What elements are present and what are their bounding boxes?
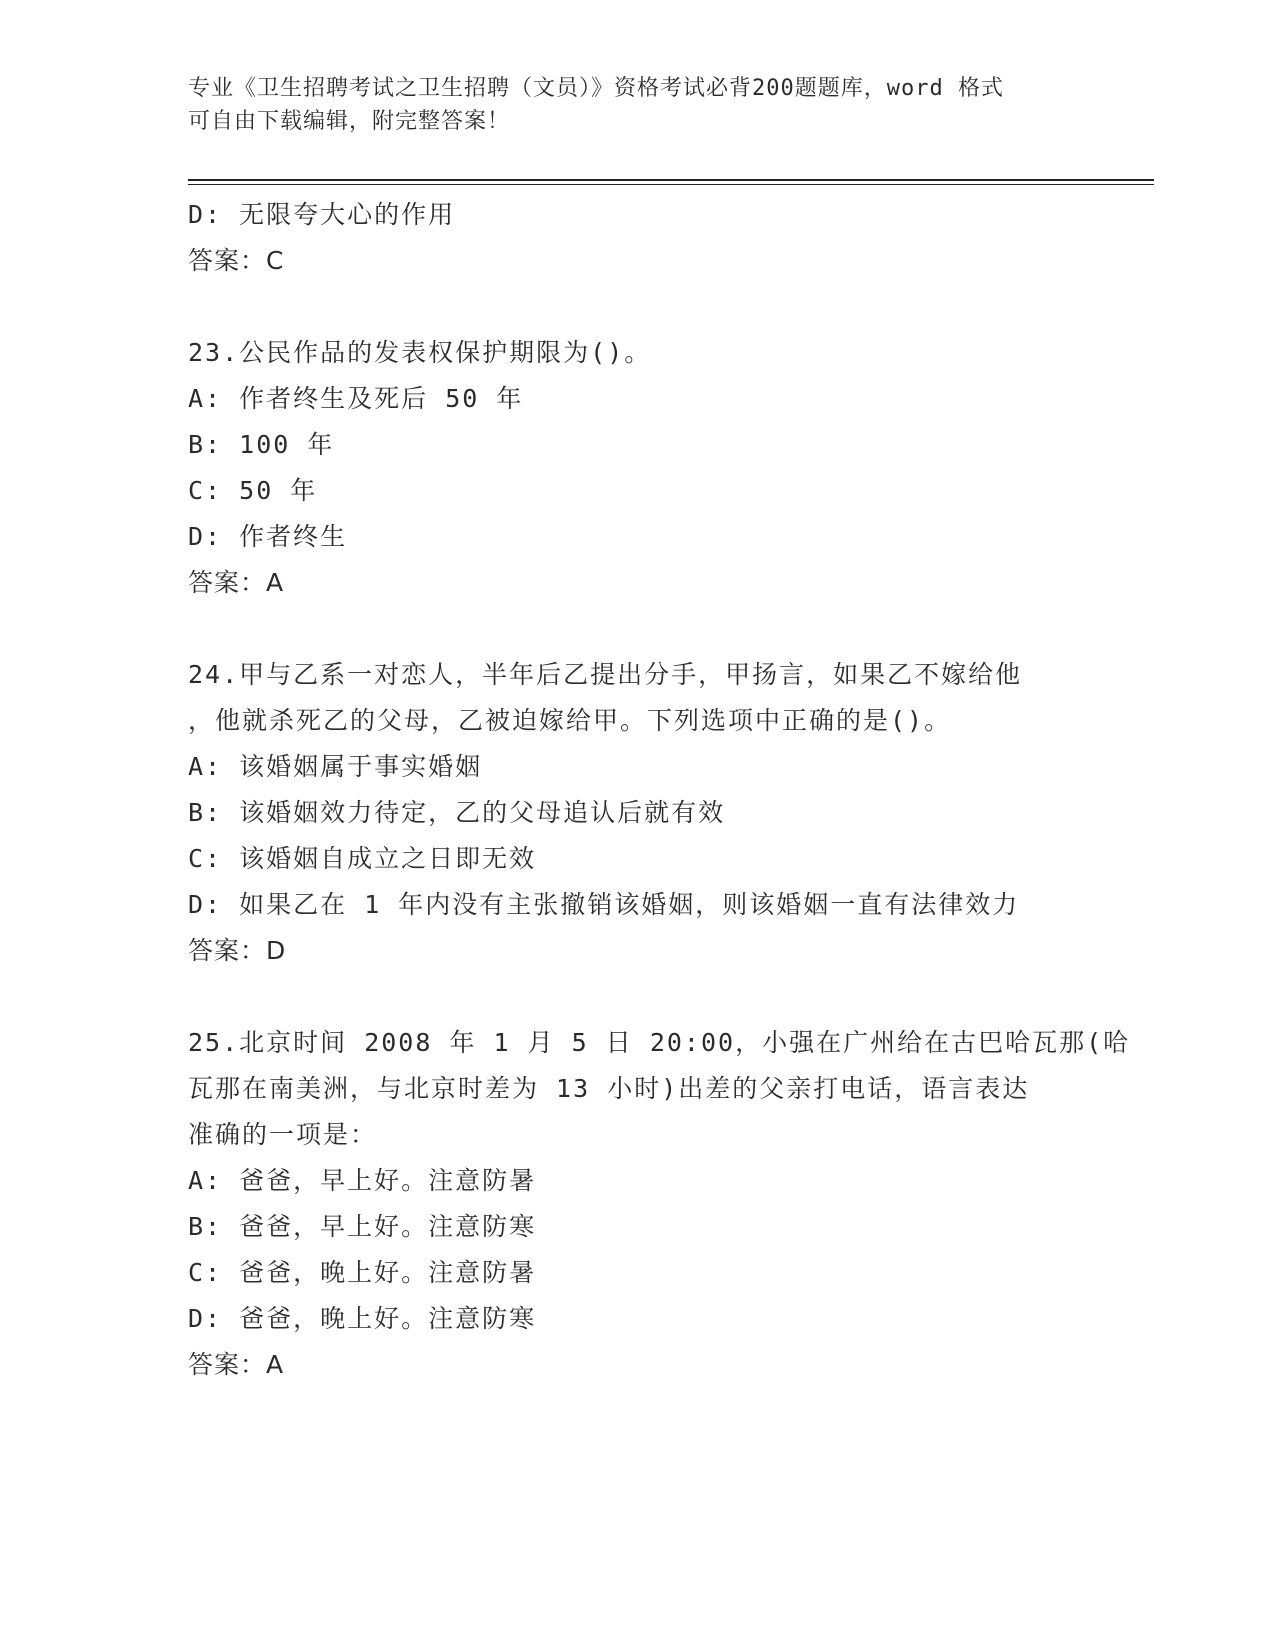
answer: 答案：A [188,1350,285,1379]
header-divider-thin [188,184,1154,185]
spacer [188,606,1088,652]
answer: 答案：D [188,936,287,965]
document-body [188,192,1131,1388]
option-a: A: 该婚姻属于事实婚姻 [188,752,483,781]
question-stem-line-2: ，他就杀死乙的父母，乙被迫嫁给甲。下列选项中正确的是()。 [188,706,952,735]
question-25 [188,1020,1131,1388]
spacer [188,284,1088,330]
option-c: C: 该婚姻自成立之日即无效 [188,844,537,873]
question-24 [188,652,1088,974]
question-stem-line-2: 瓦那在南美洲，与北京时差为 13 小时)出差的父亲打电话，语言表达 [188,1074,1030,1103]
option-d: D: 作者终生 [188,522,348,551]
header-line-1: 专业《卫生招聘考试之卫生招聘（文员）》资格考试必背200题题库，word 格式 [188,76,1004,101]
option-d: D: 无限夸大心的作用 [188,200,456,229]
header-divider-thick [188,179,1154,181]
option-a: A: 作者终生及死后 50 年 [188,384,524,413]
answer: 答案：A [188,568,285,597]
question-stem-line-1: 24.甲与乙系一对恋人，半年后乙提出分手，甲扬言，如果乙不嫁给他 [188,660,1023,689]
question-22-tail [188,192,1088,284]
option-a: A: 爸爸，早上好。注意防暑 [188,1166,537,1195]
answer: 答案：C [188,246,285,275]
question-stem: 23.公民作品的发表权保护期限为()。 [188,338,652,367]
option-b: B: 100 年 [188,430,335,459]
option-c: C: 50 年 [188,476,318,505]
header-line-2: 可自由下载编辑，附完整答案！ [188,109,511,134]
option-d: D: 爸爸，晚上好。注意防寒 [188,1304,537,1333]
question-stem-line-1: 25.北京时间 2008 年 1 月 5 日 20:00，小强在广州给在古巴哈瓦那(哈 [188,1028,1131,1057]
document-header [188,72,1088,138]
question-stem-line-3: 准确的一项是： [188,1120,378,1149]
option-b: B: 爸爸，早上好。注意防寒 [188,1212,537,1241]
question-23 [188,330,1088,606]
option-b: B: 该婚姻效力待定，乙的父母追认后就有效 [188,798,726,827]
spacer [188,974,1088,1020]
option-d: D: 如果乙在 1 年内没有主张撤销该婚姻，则该婚姻一直有法律效力 [188,890,1020,919]
option-c: C: 爸爸，晚上好。注意防暑 [188,1258,537,1287]
